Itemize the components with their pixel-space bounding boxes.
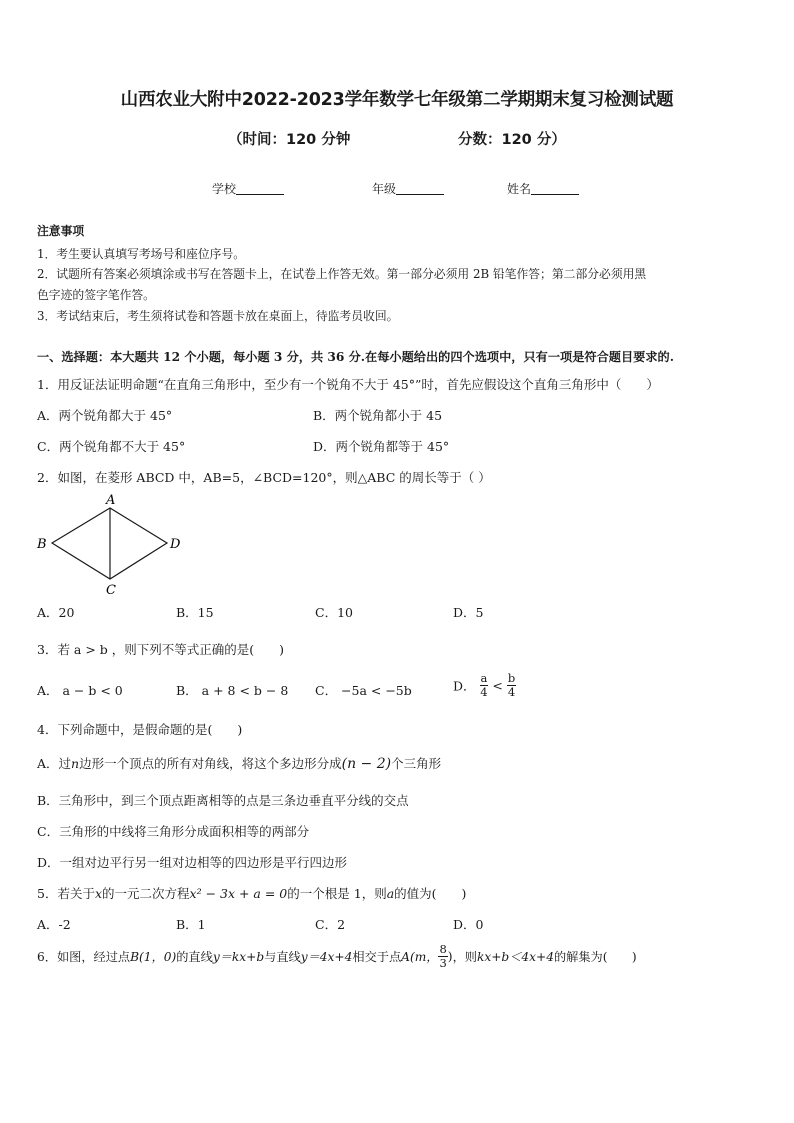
q3-option-a[interactable]: A． a − b < 0	[37, 683, 123, 698]
school-label: 学校	[212, 182, 237, 196]
q4-a-post: 个三角形	[391, 756, 442, 771]
q1-stem: 1．用反证法证明命题“在直角三角形中，至少有一个锐角不大于 45°”时，首先应假设这个直角三角形中（ ）	[37, 377, 659, 392]
q3-option-b[interactable]: B． a + 8 < b − 8	[176, 683, 289, 698]
q6-inequality: kx+b＜4x+4	[476, 950, 554, 964]
note-item-2-cont: 色字迹的签字笔作答。	[37, 288, 155, 302]
q2-option-a[interactable]: A．20	[37, 605, 75, 620]
q6-frac-den: 3	[439, 956, 447, 970]
school-field[interactable]	[212, 180, 284, 197]
q6-fraction	[438, 943, 447, 970]
q6-close: )	[447, 949, 453, 964]
q5-stem-mid2: 的一个根是 1，则	[287, 886, 387, 901]
grade-blank[interactable]	[396, 182, 444, 195]
note-item-1: 1．考生要认真填写考场号和座位序号。	[37, 247, 246, 261]
q5-equation: x² − 3x + a = 0	[189, 886, 288, 901]
rhombus-shape	[52, 508, 167, 579]
q2-stem: 2．如图，在菱形 ABCD 中，AB=5，∠BCD=120°，则△ABC 的周长等于（ ）	[37, 470, 491, 485]
q1-option-b[interactable]: B．两个锐角都小于 45	[313, 408, 443, 423]
q4-a-mid: 边形一个顶点的所有对角线，将这个多边形分成	[79, 756, 342, 771]
q3-option-d-prefix: D．	[453, 678, 476, 694]
section-heading: 一、选择题：本大题共 12 个小题，每小题 3 分，共 36 分.在每小题给出的四个选项中，只有一项是符合题目要求的.	[37, 350, 674, 364]
q5-stem-mid: 的一元二次方程	[102, 886, 190, 901]
q4-option-c[interactable]: C．三角形的中线将三角形分成面积相等的两部分	[37, 824, 310, 839]
q4-stem: 4．下列命题中，是假命题的是( )	[37, 722, 243, 737]
q4-a-pre: A．过	[37, 756, 72, 771]
q5-option-c[interactable]: C．2	[315, 917, 346, 932]
vertex-label-c: C	[106, 583, 116, 598]
q2-option-c[interactable]: C．10	[315, 605, 353, 620]
notes-heading: 注意事项	[37, 224, 85, 238]
q3-option-d[interactable]	[453, 672, 516, 699]
grade-label: 年级	[372, 182, 397, 196]
vertex-label-b: B	[37, 537, 47, 552]
rhombus-figure	[30, 488, 200, 600]
exam-time: （时间：120 分钟	[228, 132, 351, 148]
q6-point-b: B(1，0)	[130, 950, 177, 964]
q3-d-lt: <	[492, 678, 503, 693]
note-item-2: 2．试题所有答案必须填涂或书写在答题卡上，在试卷上作答无效。第一部分必须用 2B 铅笔作答；第二部分必须用黑	[37, 267, 647, 281]
q5-a: a	[386, 886, 395, 901]
q3-d-fraction-2	[507, 672, 516, 699]
q6-mid4: ，则	[452, 950, 477, 964]
q3-option-c[interactable]: C． −5a < −5b	[315, 683, 412, 698]
q4-a-expr: (n − 2)	[341, 756, 392, 772]
school-blank[interactable]	[236, 182, 284, 195]
q5-stem	[37, 884, 466, 902]
q6-frac-num: 8	[439, 942, 447, 956]
vertex-label-a: A	[106, 493, 116, 508]
q5-option-d[interactable]: D．0	[453, 917, 484, 932]
q5-x: x	[94, 886, 103, 901]
q3-d-num-2: b	[507, 671, 516, 685]
q2-option-d[interactable]: D．5	[453, 605, 484, 620]
note-item-3: 3．考试结束后，考生须将试卷和答题卡放在桌面上，待监考员收回。	[37, 309, 399, 323]
q6-line2: y＝4x+4	[300, 950, 353, 964]
q6-stem-pre: 6．如图，经过点	[37, 950, 131, 964]
vertex-label-d: D	[170, 537, 181, 552]
q3-d-num-1: a	[480, 671, 488, 685]
name-blank[interactable]	[531, 182, 579, 195]
q1-option-c[interactable]: C．两个锐角都不大于 45°	[37, 439, 186, 454]
q1-option-d[interactable]: D．两个锐角都等于 45°	[313, 439, 450, 454]
q6-mid1: 的直线	[176, 950, 213, 964]
q6-point-a: A(m，	[401, 950, 439, 964]
q6-line1: y＝kx+b	[212, 950, 265, 964]
q5-stem-pre: 5．若关于	[37, 886, 95, 901]
q4-option-d[interactable]: D．一组对边平行另一组对边相等的四边形是平行四边形	[37, 855, 348, 870]
q2-option-b[interactable]: B．15	[176, 605, 214, 620]
q6-post: 的解集为( )	[554, 950, 637, 964]
q6-stem	[37, 943, 637, 970]
q3-d-den-2: 4	[507, 685, 516, 699]
q3-d-fraction-1	[480, 672, 489, 699]
exam-score: 分数：120 分）	[458, 132, 566, 148]
q5-stem-post: 的值为( )	[394, 886, 467, 901]
name-label: 姓名	[507, 182, 532, 196]
q5-option-b[interactable]: B．1	[176, 917, 206, 932]
q4-option-b[interactable]: B．三角形中，到三个顶点距离相等的点是三条边垂直平分线的交点	[37, 793, 409, 808]
grade-field[interactable]	[372, 180, 444, 197]
q4-a-n: n	[71, 756, 80, 771]
q3-stem: 3．若 a > b ，则下列不等式正确的是( )	[37, 642, 285, 657]
q4-option-a[interactable]	[37, 754, 441, 772]
q6-mid3: 相交于点	[352, 950, 402, 964]
q1-option-a[interactable]: A．两个锐角都大于 45°	[37, 408, 173, 423]
q3-d-den-1: 4	[480, 685, 488, 699]
q5-option-a[interactable]: A．-2	[37, 917, 71, 932]
q6-mid2: 与直线	[264, 950, 301, 964]
exam-title: 山西农业大附中2022-2023学年数学七年级第二学期期末复习检测试题	[120, 90, 674, 110]
name-field[interactable]	[507, 180, 579, 197]
